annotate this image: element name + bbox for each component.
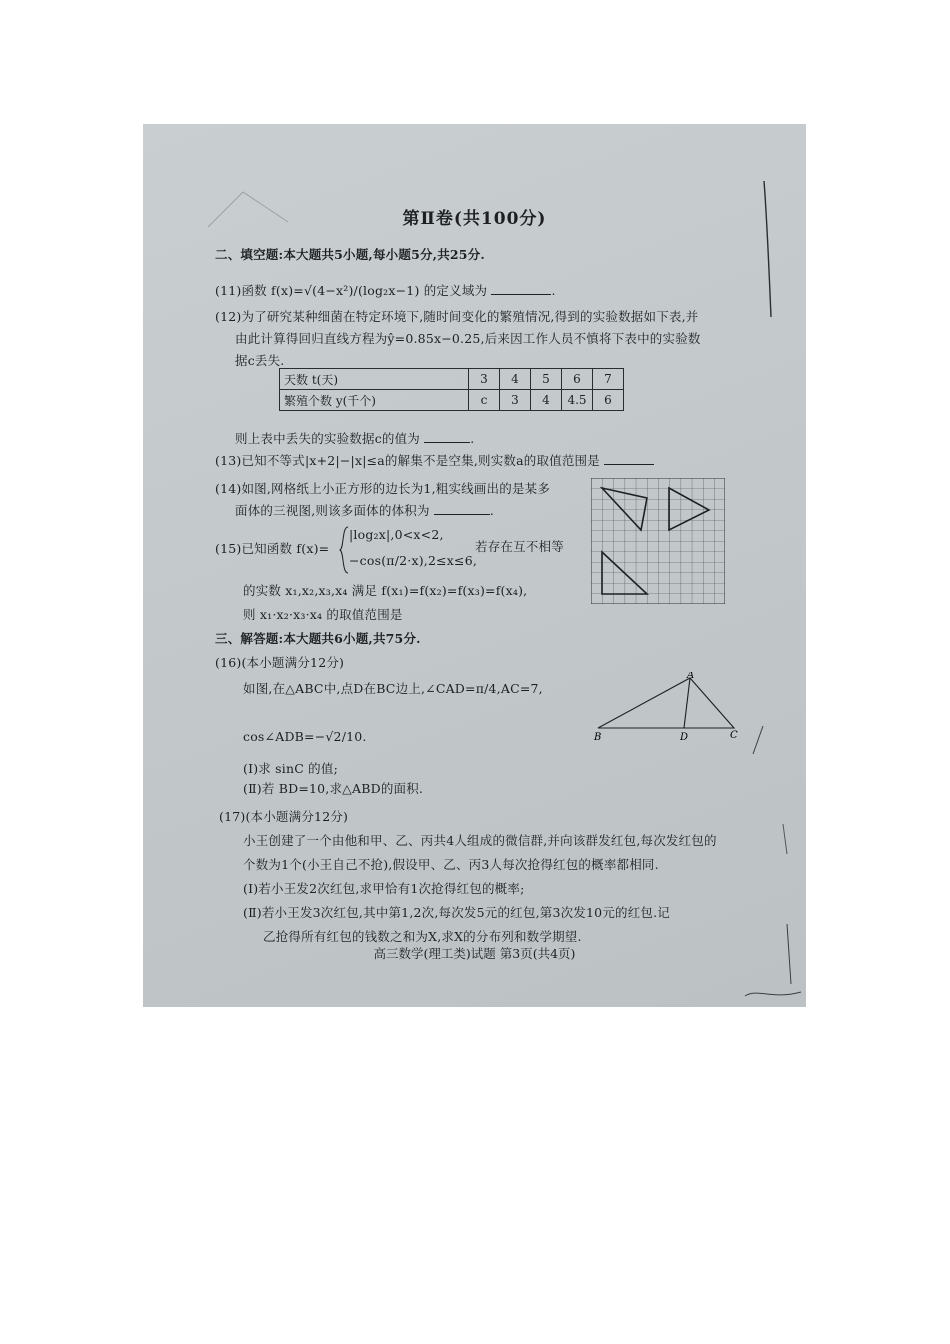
handwriting-scribbles bbox=[743, 724, 803, 1004]
answer-blank bbox=[424, 430, 470, 443]
question-12-answer: 则上表中丢失的实验数据c的值为 . bbox=[235, 431, 475, 446]
page-footer: 高三数学(理工类)试题 第3页(共4页) bbox=[373, 946, 576, 961]
question-17-header: (17)(本小题满分12分) bbox=[219, 809, 349, 824]
question-16-line2: cos∠ADB=−√2/10. bbox=[243, 729, 367, 744]
question-17-line2: 个数为1个(小王自己不抢),假设甲、乙、丙3人每次抢得红包的概率都相同. bbox=[243, 857, 659, 872]
row-label-days: 天数 t(天) bbox=[280, 369, 469, 390]
section-title: 第Ⅱ卷(共100分) bbox=[402, 209, 547, 229]
question-15-line2: 的实数 x₁,x₂,x₃,x₄ 满足 f(x₁)=f(x₂)=f(x₃)=f(x₄), bbox=[243, 583, 528, 598]
pen-stroke-right bbox=[761, 179, 775, 319]
question-12-line1: (12)为了研究某种细菌在特定环境下,随时间变化的繁殖情况,得到的实验数据如下表,并 bbox=[215, 309, 699, 324]
question-15-line3: 则 x₁·x₂·x₃·x₄ 的取值范围是 bbox=[243, 607, 403, 622]
answer-blank bbox=[604, 452, 654, 465]
question-16-part1: (Ⅰ)求 sinC 的值; bbox=[243, 761, 338, 776]
answer-section-heading: 三、解答题:本大题共6小题,共75分. bbox=[215, 631, 421, 646]
vertex-label-c: C bbox=[730, 730, 738, 741]
vertex-label-a: A bbox=[687, 672, 695, 681]
question-16-header: (16)(本小题满分12分) bbox=[215, 655, 345, 670]
bacteria-data-table bbox=[279, 368, 624, 411]
question-15-suffix: 若存在互不相等 bbox=[475, 539, 564, 554]
question-17-part1: (Ⅰ)若小王发2次红包,求甲恰有1次抢得红包的概率; bbox=[243, 881, 525, 896]
piecewise-brace bbox=[339, 526, 349, 574]
question-17-part3: 乙抢得所有红包的钱数之和为X,求X的分布列和数学期望. bbox=[263, 929, 582, 944]
three-view-grid-figure bbox=[591, 478, 725, 604]
answer-blank bbox=[491, 282, 551, 295]
question-15-prefix: (15)已知函数 f(x)= bbox=[215, 541, 330, 556]
table-row: 天数 t(天) 3 4 5 6 7 bbox=[280, 369, 624, 390]
question-13: (13)已知不等式|x+2|−|x|≤a的解集不是空集,则实数a的取值范围是 bbox=[215, 452, 654, 470]
question-16-line1: 如图,在△ABC中,点D在BC边上,∠CAD=π/4,AC=7, bbox=[243, 681, 543, 696]
fill-in-section-heading: 二、填空题:本大题共5小题,每小题5分,共25分. bbox=[215, 247, 485, 262]
table-row: 繁殖个数 y(千个) c 3 4 4.5 6 bbox=[280, 390, 624, 411]
question-12-line2: 由此计算得回归直线方程为ŷ=0.85x−0.25,后来因工作人员不慎将下表中的实验数 bbox=[235, 331, 701, 346]
question-17-part2: (Ⅱ)若小王发3次红包,其中第1,2次,每次发5元的红包,第3次发10元的红包.记 bbox=[243, 905, 670, 920]
exam-page-photo bbox=[143, 124, 806, 1007]
question-15-case1: |log₂x|,0<x<2, bbox=[349, 527, 444, 542]
question-11: (11)函数 f(x)=√(4−x²)/(log₂x−1) 的定义域为 . bbox=[215, 283, 556, 298]
vertex-label-d: D bbox=[680, 732, 689, 743]
question-17-line1: 小王创建了一个由他和甲、乙、丙共4人组成的微信群,并向该群发红包,每次发红包的 bbox=[243, 833, 717, 848]
question-16-part2: (Ⅱ)若 BD=10,求△ABD的面积. bbox=[243, 781, 424, 796]
vertex-label-b: B bbox=[594, 732, 602, 743]
row-label-count: 繁殖个数 y(千个) bbox=[280, 390, 469, 411]
question-12-line3: 据c丢失. bbox=[235, 353, 285, 368]
q11-formula: f(x)=√(4−x²)/(log₂x−1) bbox=[271, 283, 420, 298]
question-14-line1: (14)如图,网格纸上小正方形的边长为1,粗实线画出的是某多 bbox=[215, 481, 551, 496]
answer-blank bbox=[434, 502, 490, 515]
question-15-case2: −cos(π/2·x),2≤x≤6, bbox=[349, 553, 478, 568]
triangle-abc-figure bbox=[592, 672, 742, 744]
question-14-line2: 面体的三视图,则该多面体的体积为 . bbox=[235, 503, 495, 518]
